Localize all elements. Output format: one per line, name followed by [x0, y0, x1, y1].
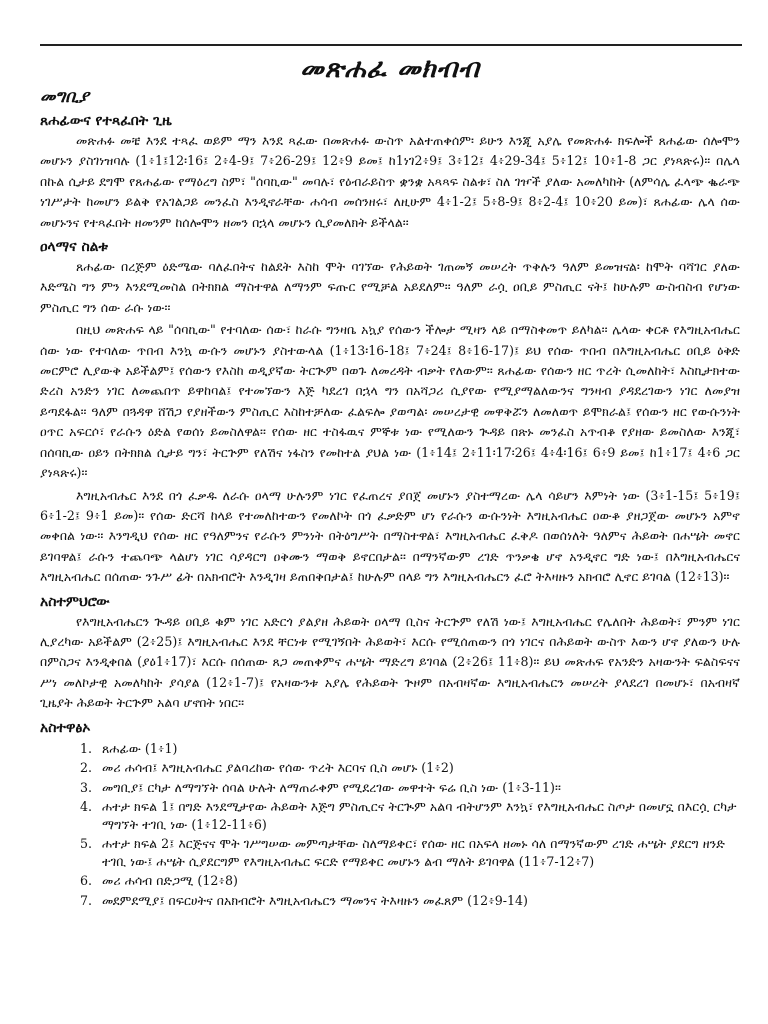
section-heading: ጸሐፊውና የተጻፈበት ጊዜ [40, 113, 172, 129]
outline-item: 6. መሪ ሐሳብ በድጋሚ (12፥8) [96, 872, 740, 890]
section-teaching [40, 594, 740, 714]
paragraph: በዚህ መጽሐፍ ላይ "ሰባኪው" የተባለው ሰው፣ ከራሱ ግንዛቤ አኳያ የሰውን ችሎታ ሚዛን ላይ በማስቀመጥ ይለካል፡፡ ሌላው ቀርቶ የእግዚአብሔር ሰው ነው የተባለው ጥበብ እንኳ ውሱን መሆኑን ያስተውላል (1፥13፡16-18፤ 7፥24፤ 8፥16-17)፤ ይህ የሰው ጥበብ በእግዚአብሔር ዐቢይ ዕቅድ መርምሮ ሊያውቅ አይችልም፤ የሰውን የእስከ ወዲያኛው ትርጒም በወጉ ለመረዳት ብቃት የለውም፡፡ ጸሐፊው የሰውን ዘር ጥረት ሲመለከት፣ እስኪታክተው ድረስ አንድን ነገር ለመጨበጥ ይዋከባል፤ የተመኘውን እጅ ካደረገ በኋላ ግን በአሻጋሪ ሲያየው የሚያማልለውንና ግንዛብ ያዳደረገውን ነገር ለመያዝ ይጣደፋል፡፡ ዓለም በጓዳዋ ሸሽጋ የያዘችውን ምስጢር እስከተቻለው ፈልፍሎ ያወጣል፡ መሠረታዊ መዋቅሯን ለመለወጥ ይሞክራል፤ የሰውን ዘር የውሱንነት ዐጥር አፍርሶ፣ የራሱን ዕድል የወሰነ ይመስለዋል፡፡ የሰው ዘር ተስፋዉና ምኞቱ ነው የሚለውን ጒዳይ በጽኑ መንፈስ አጥብቆ የያዘው ይመስለው እንጂ፣ በሰባኪው ዐይን በትክክል ሲታይ ግን፣ ትርጕም የለሽና ነፋስን የመከተል ያህል ነው (1፥14፤ 2፥11፡17፡26፤ 4፥4፡16፤ 6፥9 ይመ፤ ከ1፥17፤ 4፥6 ጋር ያነጻጽሩ)፡፡ [40, 322, 740, 481]
outline-heading: አስተዋፅኦ [40, 719, 91, 736]
outline-item: 5. ሐተታ ክፍል 2፤ እርጅናና ሞት ገሥግሠው መምጣታቸው ስለማይቀር፣ የሰው ዘር በአፍላ ዘመኑ ሳለ በማንኛውም ረገድ ሐሤት ያደርግ ዘንድ ተገቢ ነው፤ ሐሤት ሲያደርግም የእግዚአብሔር ፍርድ የማይቀር መሆኑን ልብ ማለት ይገባዋል (11፥7-12፥7) [96, 835, 740, 870]
outline-item: 2. መሪ ሐሳብ፤ እግዚአብሔር ያልባረከው የሰው ጥረት እርባና ቢስ መሆኑ (1፥2) [96, 759, 740, 777]
section-outline [40, 720, 740, 910]
outline-item: 4. ሐተታ ክፍል 1፤ በግድ እንደሚታየው ሕይወት እጅግ ምስጢርና ትርጒም አልባ ብትሆንም እንኳ፣ የእግዚአብሔር ስጦታ በመሆኗ በእርሷ ርካታ ማግኘት ተገቢ ነው (1፥12-11፥6) [96, 798, 740, 833]
section-heading: አስተምህሮው [40, 593, 110, 610]
outline-item: 3. መግቢያ፤ ርካታ ለማግኘት ሰባል ሁሉት ለማጠራቀም የሚደረገው መዋተት ፍሬ ቢስ ነው (1፥3-11)፡፡ [96, 779, 740, 797]
outline-list [40, 740, 740, 910]
page-content [40, 40, 740, 911]
intro-heading: መግቢያ [40, 87, 89, 107]
section-purpose [40, 239, 740, 588]
paragraph: መጽሐፉ መቼ እንደ ተጻፈ ወይም ማን እንደ ጻፈው በመጽሐፉ ውስጥ አልተጠቀሰም፡ ይሁን እንጂ አያሌ የመጽሐፉ ክፍሎች ጸሐፊው ሰሎሞን መሆኑን ያስገነዝባሉ (1፥1፤12፡16፤ 2፥4-9፤ 7፥26-29፤ 12፥9 ይመ፤ ከ1ነገ2፥9፤ 3፥12፤ 4፥29-34፤ 5፥12፤ 10፥1-8 ጋር ያነጻጽሩ)፡፡ በሌላ በኩል ሲታይ ደግሞ የጸሐፊው የማዕረግ ስም፣ "ሰባኪው" መባሉ፣ የዕብራይስጥ ቋንቋ አጻጻፍ ስልቱ፣ ስለ ገዦች ያለው አመለካከት (ለምሳሌ ፈላጭ ቈራጭ ነገሥታት ከመሆን ይልቅ የአገልጋይ መንፈስ እንዲኖራቸው ሐሳብ መሰንዘሩ፣ ለዚሁም 4፥1-2፤ 5፥8-9፤ 8፥2-4፤ 10፥20 ይመ)፣ ጸሐፊው ሌላ ሰው መሆኑንና የተጻፈበት ዘመንም ከሰሎሞን ዘመን በኋላ መሆኑን ሲያመለክት ይችላል፡፡ [40, 133, 740, 230]
outline-item: 1. ጸሐፊው (1፥1) [96, 740, 740, 758]
section-heading: ዐላማና ስልቱ [40, 239, 108, 256]
outline-item: 7. መደምደሚያ፤ በፍርሀትና በአክብሮት እግዚአብሔርን ማመንና ትእዛዙን መፈጸም (12፥9-14) [96, 892, 740, 910]
book-title: መጽሐፈ መክብብ [300, 54, 480, 84]
paragraph: እግዚአብሔር እንደ በጎ ፈቃዱ ለራሱ ዐላማ ሁሉንም ነገር የፈጠረና ያበጀ መሆኑን ያስተማረው ሌላ ሳይሆን እምነት ነው (3፥1-15፤ 5፥19፤ 6፥1-2፤ 9፥1 ይመ)፡፡ የሰው ድርሻ ከላይ የተመለከተውን የመለኮት በጎ ፈቃድም ሆነ የራሱን ውሱንነት እግዚአብሔር ዐውቆ ያዘጋጀው መሆኑን አምኖ መቀበል ነው፡፡ እንግዲህ የሰው ዘር የዓለምንና የራሱን ምንነት በትዕግሥት በማስተዋል፣ እግዚአብሔር ፈቅዶ በወሰነለት ዓለምና ሕይወት በሐሤት መኖር ይገባዋል፤ ራሱን ተጨባጭ ላልሆነ ነገር ሳያዳርግ ዐቅሙን ማወቅ ይኖርበታል፡፡ በማንኛውም ረገድ ጥንቃቄ ሆኖ አንዲኖር ግድ ነው፤ በእግዚአብሔርና እግዚአብሔር በሰጠው ንጉሥ ፊት በአክብሮት እንዲገዛ ይጠበቅበታል፤ ከሁሉም በላይ ግን እግዚአብሔርን ፈሮ ትእዛዙን አክብሮ ሊኖር ይገባል (12፥13)፡፡ [40, 487, 740, 585]
paragraph: ጸሐፊው በረጅም ዕድሜው ባለፈበትና ከልደት እስከ ሞት ባገኘው የሕይወት ገጠመኝ መሠረት ጥቅሉን ዓለም ይመዝናል፡ ከሞት ባሻገር ያለው እድሜስ ግን ምን እንደሚመስል በትክክል ማስተዋል ለማንም ፍጡር የሚቻል አይደለም፡፡ ዓለም ራሷ ዐቢይ ምስጢር ናት፤ ከሁሉም ውስብስብ የሆነው ምስጢር ግን ሰው ራሱ ነው፡፡ [40, 259, 740, 315]
paragraph: የእግዚአብሔርን ጒዳይ ዐቢይ ቁም ነገር አድርጎ ያልያዘ ሕይወት ዐላማ ቢስና ትርጕም የለሽ ነው፤ እግዚአብሔር የሌለበት ሕይወት፣ ምንም ነገር ሊያረካው አይችልም (2፥25)፤ እግዚአብሔር እንደ ቸርነቱ የሚገኝበት ሕይወት፣ እርሱ የሚሰጠውን በጎ ነገርና በሕይወት ውስጥ እውን ሆኖ ያለውን ሁሉ በምስጋና እንዲቀበል (ያዕ1፥17)፣ እርሱ በሰጠው ጸጋ መጠቀምና ሐሤት ማድረግ ይገባል (2፥26፤ 11፥8)፡፡ ይህ መጽሐፍ የአንድን አዛውንት ፍልስፍናና ሥነ መለኮታዊ አመለካከት ያሳያል (12፥1-7)፤ የአዛውንቱ አያሌ የሕይወት ጕዞም በአብዛኛው እግዚአብሔርን መሠረት ያላደረገ በመሆኑ፣ በአብዛኛ ጊዜያት ሕይወት ትርጕም አልባ ሆኖበት ነበር፡፡ [40, 613, 741, 711]
section-authorship [40, 113, 740, 233]
